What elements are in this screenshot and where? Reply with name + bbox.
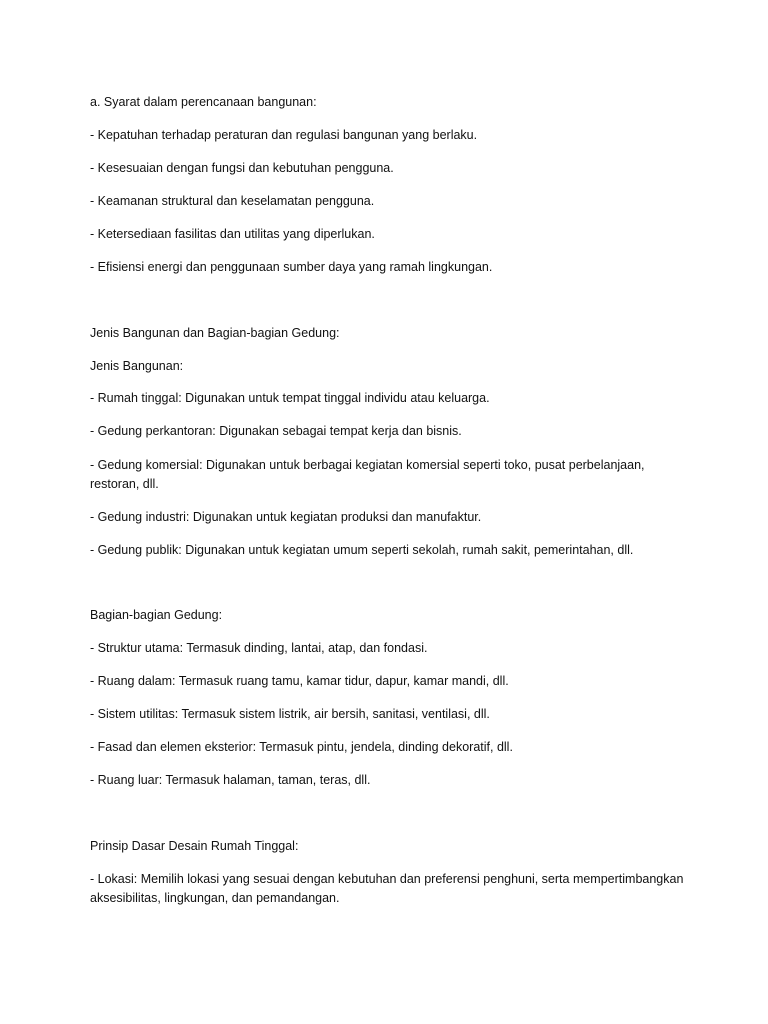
list-item: - Gedung perkantoran: Digunakan sebagai tempat kerja dan bisnis. [90, 424, 462, 438]
list-item: - Struktur utama: Termasuk dinding, lantai, atap, dan fondasi. [90, 641, 428, 655]
list-item: - Efisiensi energi dan penggunaan sumber daya yang ramah lingkungan. [90, 260, 493, 274]
list-item: - Gedung komersial: Digunakan untuk berbagai kegiatan komersial seperti toko, pusat perbelanjaan, restoran, dll. [90, 458, 645, 491]
section-b-heading: Jenis Bangunan dan Bagian-bagian Gedung: [90, 326, 340, 340]
list-item: - Ruang dalam: Termasuk ruang tamu, kamar tidur, dapur, kamar mandi, dll. [90, 674, 509, 688]
list-item: - Rumah tinggal: Digunakan untuk tempat tinggal individu atau keluarga. [90, 391, 490, 405]
section-d-heading: Prinsip Dasar Desain Rumah Tinggal: [90, 839, 299, 853]
list-item: - Keamanan struktural dan keselamatan pengguna. [90, 194, 375, 208]
list-item: - Kesesuaian dengan fungsi dan kebutuhan pengguna. [90, 161, 394, 175]
section-c-heading: Bagian-bagian Gedung: [90, 608, 223, 622]
section-a-heading: a. Syarat dalam perencanaan bangunan: [90, 95, 317, 109]
list-item: - Ketersediaan fasilitas dan utilitas yang diperlukan. [90, 227, 375, 241]
list-item: - Sistem utilitas: Termasuk sistem listrik, air bersih, sanitasi, ventilasi, dll. [90, 707, 490, 721]
list-item: - Lokasi: Memilih lokasi yang sesuai dengan kebutuhan dan preferensi penghuni, serta mempertimbangkan aksesibilitas, lingkungan, dan pemandangan. [90, 872, 684, 905]
section-b-subheading: Jenis Bangunan: [90, 359, 184, 373]
list-item: - Fasad dan elemen eksterior: Termasuk pintu, jendela, dinding dekoratif, dll. [90, 740, 513, 754]
list-item: - Gedung publik: Digunakan untuk kegiatan umum seperti sekolah, rumah sakit, pemerintahan, dll. [90, 543, 634, 557]
list-item: - Kepatuhan terhadap peraturan dan regulasi bangunan yang berlaku. [90, 128, 478, 142]
list-item: - Gedung industri: Digunakan untuk kegiatan produksi dan manufaktur. [90, 510, 482, 524]
list-item: - Ruang luar: Termasuk halaman, taman, teras, dll. [90, 773, 371, 787]
